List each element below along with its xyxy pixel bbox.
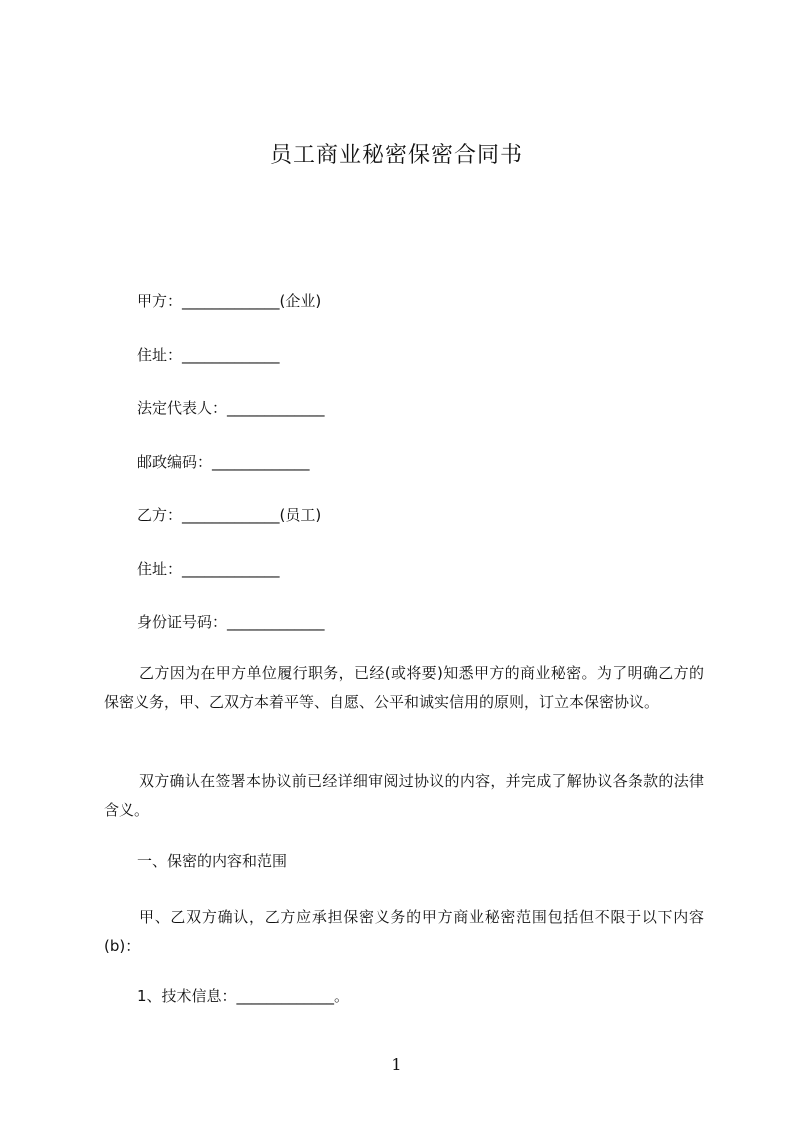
scope-paragraph: 甲、乙双方确认，乙方应承担保密义务的甲方商业秘密范围包括但不限于以下内容(b)： — [104, 908, 704, 955]
party-b-address-field: 住址：_____________ — [137, 560, 280, 578]
party-a-field: 甲方：_____________(企业) — [137, 292, 322, 310]
technical-info-item: 1、技术信息：_____________。 — [137, 987, 350, 1005]
postal-code-field: 邮政编码：_____________ — [137, 453, 310, 471]
document-title: 员工商业秘密保密合同书 — [269, 143, 523, 168]
intro-paragraph: 乙方因为在甲方单位履行职务，已经(或将要)知悉甲方的商业秘密。为了明确乙方的保密义务，甲、乙双方本着平等、自愿、公平和诚实信用的原则，订立本保密协议。 — [104, 664, 704, 711]
page-number: 1 — [391, 1055, 402, 1074]
party-a-address-field: 住址：_____________ — [137, 346, 280, 364]
id-number-field: 身份证号码：_____________ — [137, 613, 325, 631]
legal-representative-field: 法定代表人：_____________ — [137, 399, 325, 417]
confirmation-paragraph: 双方确认在签署本协议前已经详细审阅过协议的内容，并完成了解协议各条款的法律含义。 — [104, 772, 704, 819]
section-heading: 一、保密的内容和范围 — [137, 852, 288, 870]
party-b-field: 乙方：_____________(员工) — [137, 506, 322, 524]
